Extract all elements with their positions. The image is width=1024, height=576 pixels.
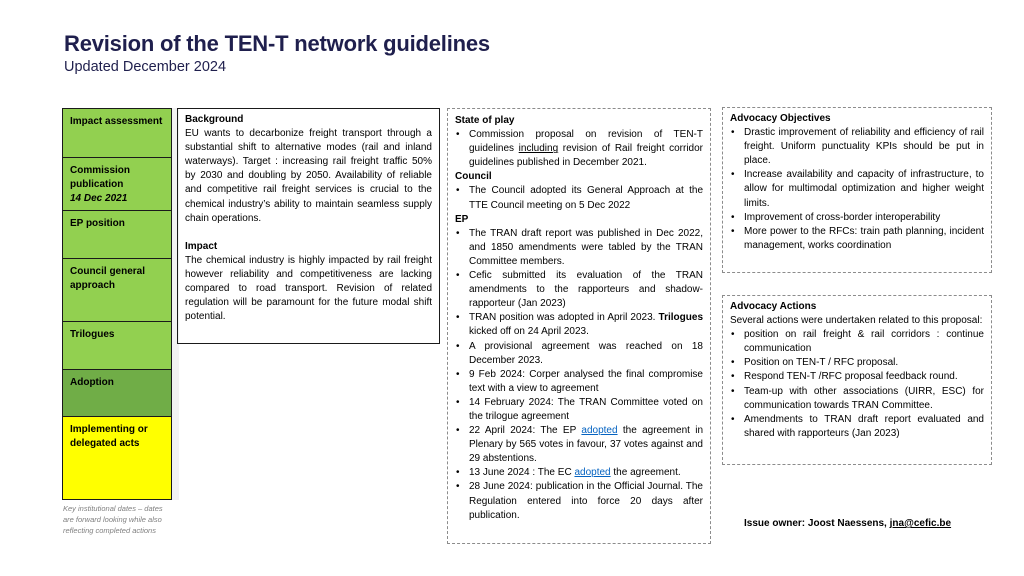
- objective-item: • Increase availability and capacity of infrastructure, to allow for multimodal optimization and higher weight limits.: [730, 168, 984, 210]
- ep-item-plenary: • 22 April 2024: The EP adopted the agreement in Plenary by 565 votes in favour, 37 votes against and 29 abstentions.: [455, 424, 703, 466]
- issue-owner: Issue owner: Joost Naessens, jna@cefic.be: [744, 518, 952, 529]
- advocacy-actions-box: [722, 295, 992, 465]
- action-item: • Team-up with other associations (UIRR, ESC) for communication towards TRAN Committee.: [730, 385, 984, 413]
- objective-item: • Improvement of cross-border interoperability: [730, 211, 984, 225]
- ep-item-publication: • 28 June 2024: publication in the Official Journal. The Regulation entered into force 20 days after publication.: [455, 480, 703, 522]
- timeline-step-implementing-acts: Implementing or delegated acts: [63, 417, 171, 499]
- page-subtitle: Updated December 2024: [64, 59, 227, 75]
- timeline-note: Key institutional dates – dates are forward looking while also reflecting completed actions: [63, 504, 163, 535]
- timeline: [62, 108, 172, 500]
- timeline-step-trilogues: Trilogues: [63, 322, 171, 370]
- ep-item-provisional-agreement: • A provisional agreement was reached on 18 December 2023.: [455, 340, 703, 368]
- objective-item: • Drastic improvement of reliability and efficiency of rail freight. Uniform punctuality KPIs should be put in place.: [730, 126, 984, 168]
- action-item: • position on rail freight & rail corridors : continue communication: [730, 328, 984, 356]
- ec-adopted-link[interactable]: adopted: [574, 467, 611, 479]
- page-title: Revision of the TEN-T network guidelines: [64, 31, 490, 56]
- action-item: • Position on TEN-T / RFC proposal.: [730, 356, 984, 370]
- state-of-play-box: [447, 108, 711, 544]
- state-council-item: • The Council adopted its General Approach at the TTE Council meeting on 5 Dec 2022: [455, 184, 703, 212]
- timeline-step-commission-publication: Commission publication 14 Dec 2021: [63, 158, 171, 211]
- timeline-step-ep-position: EP position: [63, 211, 171, 259]
- timeline-step-adoption: Adoption: [63, 370, 171, 417]
- impact-text: The chemical industry is highly impacted by rail freight however reliability and competitiveness are lacking compared to road transport. Revision of related regulation will be paramount for the future modal shift potential.: [185, 254, 432, 323]
- owner-email-link[interactable]: jna@cefic.be: [889, 518, 952, 529]
- state-heading: State of play: [455, 115, 515, 126]
- ep-adopted-link[interactable]: adopted: [581, 425, 618, 437]
- commission-date: 14 Dec 2021: [70, 193, 128, 204]
- background-box: [177, 108, 440, 344]
- advocacy-objectives-box: [722, 107, 992, 273]
- background-heading: Background: [185, 114, 244, 125]
- state-commission-item: • Commission proposal on revision of TEN-T guidelines including revision of Rail freight corridor guidelines published in December 2021.: [455, 128, 703, 170]
- ep-item-corper: • 9 Feb 2024: Corper analysed the final compromise text with a view to agreement: [455, 368, 703, 396]
- ep-item-tran-position: • TRAN position was adopted in April 2023. Trilogues kicked off on 24 April 2023.: [455, 311, 703, 339]
- timeline-step-council-general-approach: Council general approach: [63, 259, 171, 322]
- objectives-heading: Advocacy Objectives: [730, 113, 831, 124]
- action-item: • Respond TEN-T /RFC proposal feedback round.: [730, 370, 984, 384]
- action-item: • Amendments to TRAN draft report evaluated and shared with rapporteurs (Jan 2023): [730, 413, 984, 441]
- timeline-step-impact-assessment: Impact assessment: [63, 109, 171, 158]
- objective-item: • More power to the RFCs: train path planning, incident management, works coordination: [730, 225, 984, 253]
- ep-item-cefic-evaluation: • Cefic submitted its evaluation of the TRAN amendments to the rapporteurs and shadow-rapporteur (Jan 2023): [455, 269, 703, 311]
- impact-heading: Impact: [185, 240, 218, 252]
- ep-item-ec-adoption: • 13 June 2024 : The EC adopted the agreement.: [455, 466, 703, 480]
- council-heading: Council: [455, 171, 492, 183]
- ep-heading: EP: [455, 213, 469, 225]
- ep-item-tran-vote: • 14 February 2024: The TRAN Committee voted on the trilogue agreement: [455, 396, 703, 424]
- actions-heading: Advocacy Actions: [730, 301, 817, 312]
- actions-intro: Several actions were undertaken related to this proposal:: [730, 315, 983, 327]
- ep-item-draft-report: • The TRAN draft report was published in Dec 2022, and 1850 amendments were tabled by the TRAN Committee members.: [455, 227, 703, 269]
- background-text: EU wants to decarbonize freight transport through a substantial shift to alternative modes (rail and inland waterways). Target : increasing rail freight traffic 50% by 2030 and doubling by 2050. Availability of reliable and competitive rail freight services is crucial to the chemical industry’s ability to maintain seamless supply chain operations.: [185, 128, 432, 224]
